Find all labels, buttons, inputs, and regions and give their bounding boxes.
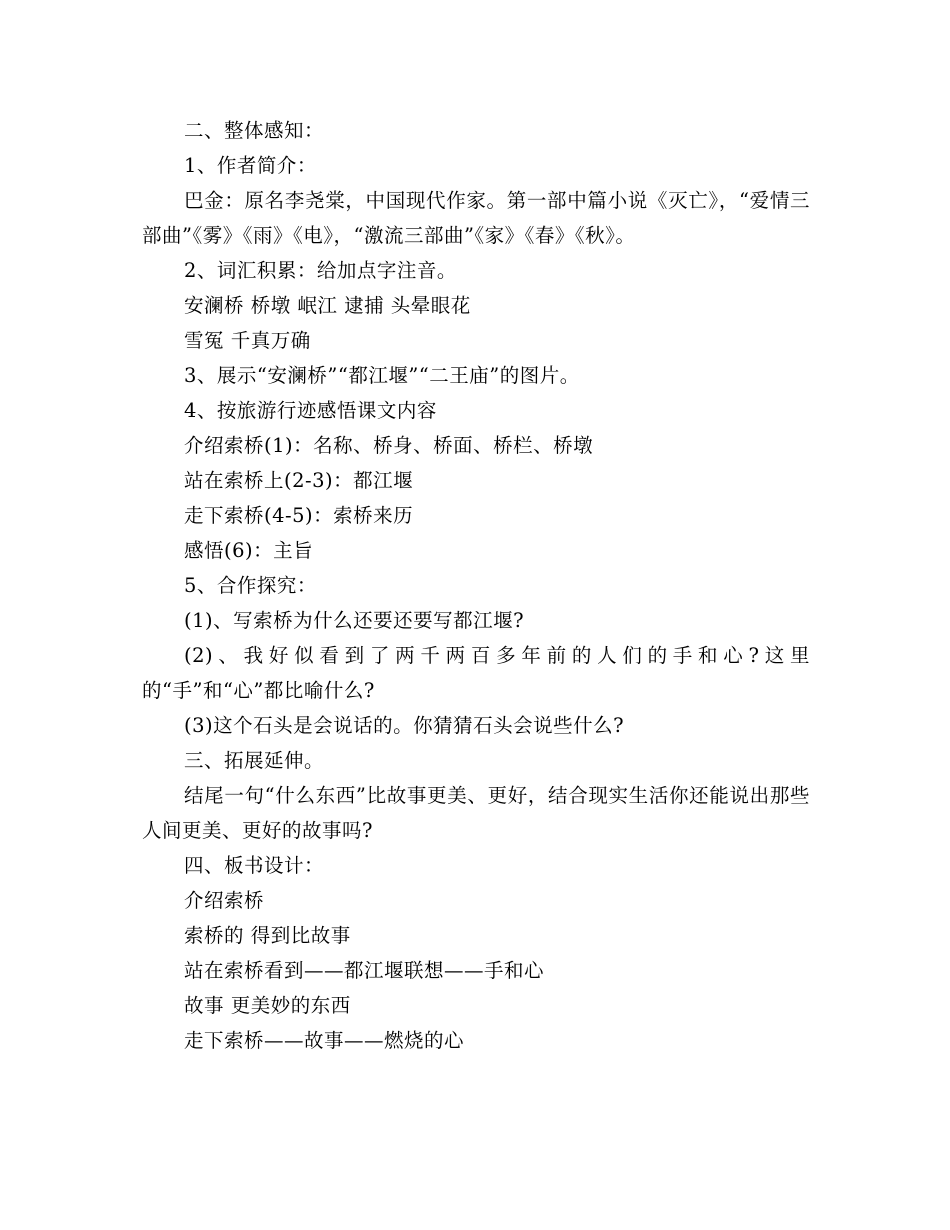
- question-3: (3)这个石头是会说话的。你猜猜石头会说些什么?: [184, 714, 625, 737]
- board-line-3: 站在索桥看到——都江堰联想——手和心: [184, 959, 545, 982]
- question-2: (2)、我好似看到了两千两百多年前的人们的手和心?这里的“手”和“心”都比喻什么?: [142, 644, 810, 702]
- section-heading-overall-perception: 二、整体感知：: [184, 119, 325, 142]
- item-show-pictures: 3、展示“安澜桥”“都江堰”“二王庙”的图片。: [184, 364, 580, 387]
- item-cooperative-inquiry: 5、合作探究：: [184, 574, 317, 597]
- item-author-intro-heading: 1、作者简介：: [184, 154, 317, 177]
- vocabulary-line-2: 雪冤 千真万确: [184, 329, 311, 352]
- section-heading-extension: 三、拓展延伸。: [184, 749, 325, 772]
- board-line-4: 故事 更美妙的东西: [184, 994, 351, 1017]
- outline-line-on-bridge: 站在索桥上(2-3)：都江堰: [184, 469, 414, 492]
- outline-line-off-bridge: 走下索桥(4-5)：索桥来历: [184, 504, 414, 527]
- board-line-1: 介绍索桥: [184, 889, 265, 912]
- author-intro-paragraph: 巴金：原名李尧棠，中国现代作家。第一部中篇小说《灭亡》，“爱情三部曲”《雾》《雨》《电》，“激流三部曲”《家》《春》《秋》。: [142, 189, 810, 247]
- section-heading-board-design: 四、板书设计：: [184, 854, 325, 877]
- board-line-2: 索桥的 得到比故事: [184, 924, 351, 947]
- item-vocabulary-heading: 2、词汇积累：给加点字注音。: [184, 259, 457, 282]
- outline-line-insight: 感悟(6)：主旨: [184, 539, 314, 562]
- vocabulary-line-1: 安澜桥 桥墩 岷江 逮捕 头晕眼花: [184, 294, 471, 317]
- item-travel-reading: 4、按旅游行迹感悟课文内容: [184, 399, 437, 422]
- question-1: (1)、写索桥为什么还要还要写都江堰?: [184, 609, 525, 632]
- extension-paragraph: 结尾一句“什么东西”比故事更美、更好，结合现实生活你还能说出那些人间更美、更好的故事吗?: [142, 784, 810, 842]
- document-body: [142, 113, 810, 1058]
- outline-line-introduce-bridge: 介绍索桥(1)：名称、桥身、桥面、桥栏、桥墩: [184, 434, 594, 457]
- board-line-5: 走下索桥——故事——燃烧的心: [184, 1029, 465, 1052]
